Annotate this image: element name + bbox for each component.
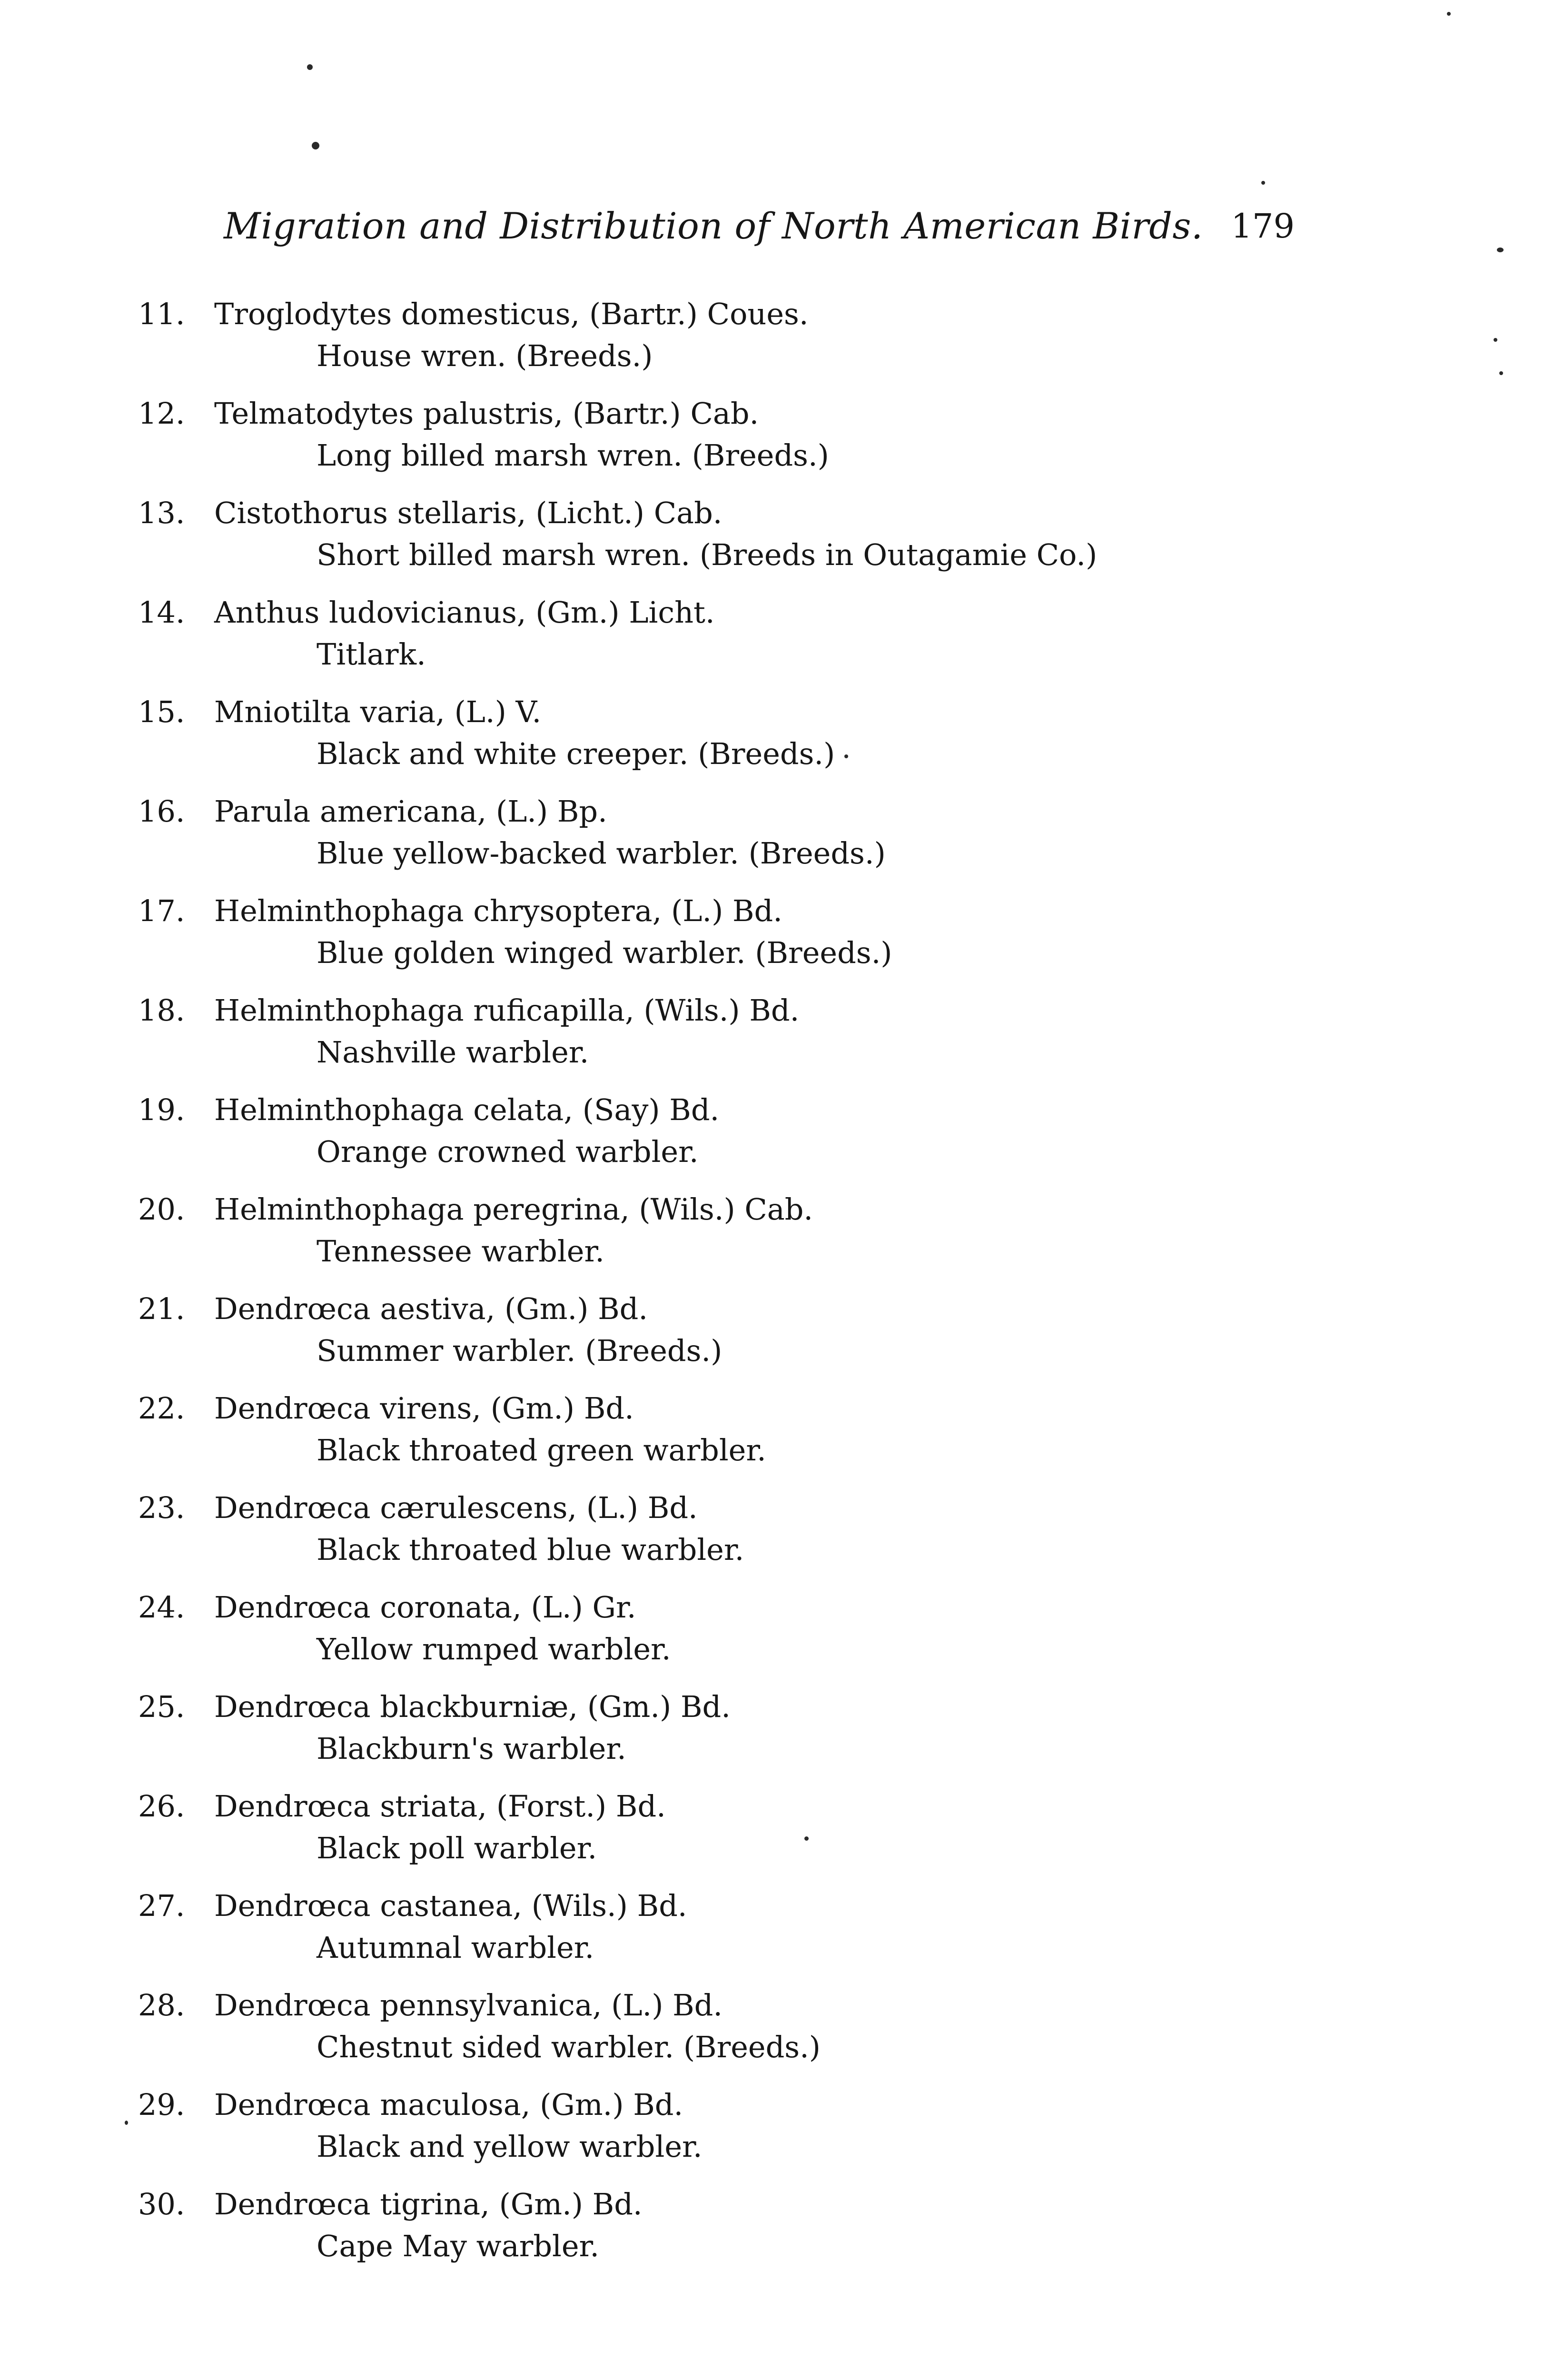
species-entry: [138, 591, 1233, 691]
species-entry: [138, 1089, 1233, 1188]
scientific-name: Dendrœca cærulescens, (L.) Bd.: [214, 1490, 698, 1525]
common-name: Titlark.: [317, 637, 426, 672]
scientific-name: Helminthophaga ruficapilla, (Wils.) Bd.: [214, 993, 800, 1028]
scan-speck: [312, 142, 319, 149]
entry-number: 30.: [138, 2187, 185, 2221]
species-entry: [138, 1884, 1233, 1984]
common-name: Blue yellow-backed warbler. (Breeds.): [317, 836, 886, 871]
scientific-name: Dendrœca striata, (Forst.) Bd.: [214, 1789, 666, 1824]
species-entry: [138, 989, 1233, 1089]
species-entry: [138, 1785, 1233, 1884]
species-entry: [138, 890, 1233, 989]
common-name: Black throated green warbler.: [317, 1433, 766, 1468]
common-name: Yellow rumped warbler.: [317, 1632, 671, 1666]
scientific-name: Mniotilta varia, (L.) V.: [214, 694, 542, 729]
species-entry: [138, 1387, 1233, 1487]
common-name: Black and white creeper. (Breeds.): [317, 736, 835, 771]
scientific-name: Helminthophaga celata, (Say) Bd.: [214, 1092, 720, 1127]
entry-number: 18.: [138, 993, 185, 1028]
scan-speck: [804, 1836, 809, 1841]
scan-speck: [1261, 181, 1265, 185]
common-name: Black and yellow warbler.: [317, 2129, 703, 2164]
species-entry: [138, 492, 1233, 591]
common-name: Short billed marsh wren. (Breeds in Outagamie Co.): [317, 537, 1098, 572]
common-name: Blackburn's warbler.: [317, 1731, 626, 1766]
species-entry: [138, 1288, 1233, 1387]
species-entry: [138, 1984, 1233, 2083]
entry-number: 24.: [138, 1590, 185, 1625]
running-header: [224, 200, 1295, 257]
entry-number: 17.: [138, 893, 185, 928]
species-entry: [138, 1487, 1233, 1586]
species-entry: [138, 293, 1233, 392]
common-name: Black throated blue warbler.: [317, 1532, 744, 1567]
scientific-name: Dendrœca aestiva, (Gm.) Bd.: [214, 1291, 648, 1326]
scan-speck: [307, 64, 313, 70]
entry-number: 25.: [138, 1689, 185, 1724]
species-list: [138, 293, 1233, 2282]
scientific-name: Anthus ludovicianus, (Gm.) Licht.: [214, 595, 715, 630]
species-entry: [138, 392, 1233, 492]
scientific-name: Troglodytes domesticus, (Bartr.) Coues.: [214, 297, 809, 331]
entry-number: 29.: [138, 2087, 185, 2122]
running-title: Migration and Distribution of North American Birds.: [224, 205, 1203, 247]
common-name: Black poll warbler.: [317, 1831, 597, 1865]
entry-number: 16.: [138, 794, 185, 829]
species-entry: [138, 790, 1233, 890]
scientific-name: Dendrœca castanea, (Wils.) Bd.: [214, 1888, 687, 1923]
species-entry: [138, 2183, 1233, 2282]
entry-number: 14.: [138, 595, 185, 630]
entry-number: 19.: [138, 1092, 185, 1127]
scan-speck: [1497, 248, 1504, 252]
entry-number: 15.: [138, 694, 185, 729]
species-entry: [138, 2083, 1233, 2183]
scientific-name: Cistothorus stellaris, (Licht.) Cab.: [214, 496, 723, 530]
entry-number: 26.: [138, 1789, 185, 1824]
scientific-name: Helminthophaga peregrina, (Wils.) Cab.: [214, 1192, 813, 1227]
common-name: Autumnal warbler.: [317, 1930, 594, 1965]
entry-number: 27.: [138, 1888, 185, 1923]
scientific-name: Dendrœca pennsylvanica, (L.) Bd.: [214, 1988, 723, 2023]
entry-number: 21.: [138, 1291, 185, 1326]
common-name: Blue golden winged warbler. (Breeds.): [317, 935, 892, 970]
common-name: House wren. (Breeds.): [317, 338, 653, 373]
scan-speck: [1499, 371, 1503, 375]
entry-number: 12.: [138, 396, 185, 431]
scientific-name: Telmatodytes palustris, (Bartr.) Cab.: [214, 396, 759, 431]
common-name: Summer warbler. (Breeds.): [317, 1333, 723, 1368]
entry-number: 22.: [138, 1391, 185, 1426]
page-number: 179: [1231, 207, 1295, 246]
scan-speck: [1494, 338, 1497, 342]
scientific-name: Parula americana, (L.) Bp.: [214, 794, 607, 829]
entry-number: 11.: [138, 297, 185, 331]
scan-speck: [125, 2121, 128, 2125]
entry-number: 13.: [138, 496, 185, 530]
common-name: Nashville warbler.: [317, 1035, 589, 1070]
common-name: Orange crowned warbler.: [317, 1134, 699, 1169]
scientific-name: Dendrœca tigrina, (Gm.) Bd.: [214, 2187, 643, 2221]
scientific-name: Dendrœca maculosa, (Gm.) Bd.: [214, 2087, 683, 2122]
common-name: Long billed marsh wren. (Breeds.): [317, 438, 829, 473]
species-entry: [138, 1586, 1233, 1686]
scientific-name: Helminthophaga chrysoptera, (L.) Bd.: [214, 893, 782, 928]
entry-number: 23.: [138, 1490, 185, 1525]
species-entry: [138, 691, 1233, 790]
scan-speck: [1447, 12, 1451, 16]
scientific-name: Dendrœca coronata, (L.) Gr.: [214, 1590, 636, 1625]
entry-number: 28.: [138, 1988, 185, 2023]
scientific-name: Dendrœca virens, (Gm.) Bd.: [214, 1391, 634, 1426]
species-entry: [138, 1686, 1233, 1785]
common-name: Cape May warbler.: [317, 2229, 600, 2263]
species-entry: [138, 1188, 1233, 1288]
common-name: Tennessee warbler.: [317, 1234, 604, 1269]
scan-speck: [844, 754, 848, 758]
entry-number: 20.: [138, 1192, 185, 1227]
common-name: Chestnut sided warbler. (Breeds.): [317, 2030, 821, 2064]
scientific-name: Dendrœca blackburniæ, (Gm.) Bd.: [214, 1689, 731, 1724]
